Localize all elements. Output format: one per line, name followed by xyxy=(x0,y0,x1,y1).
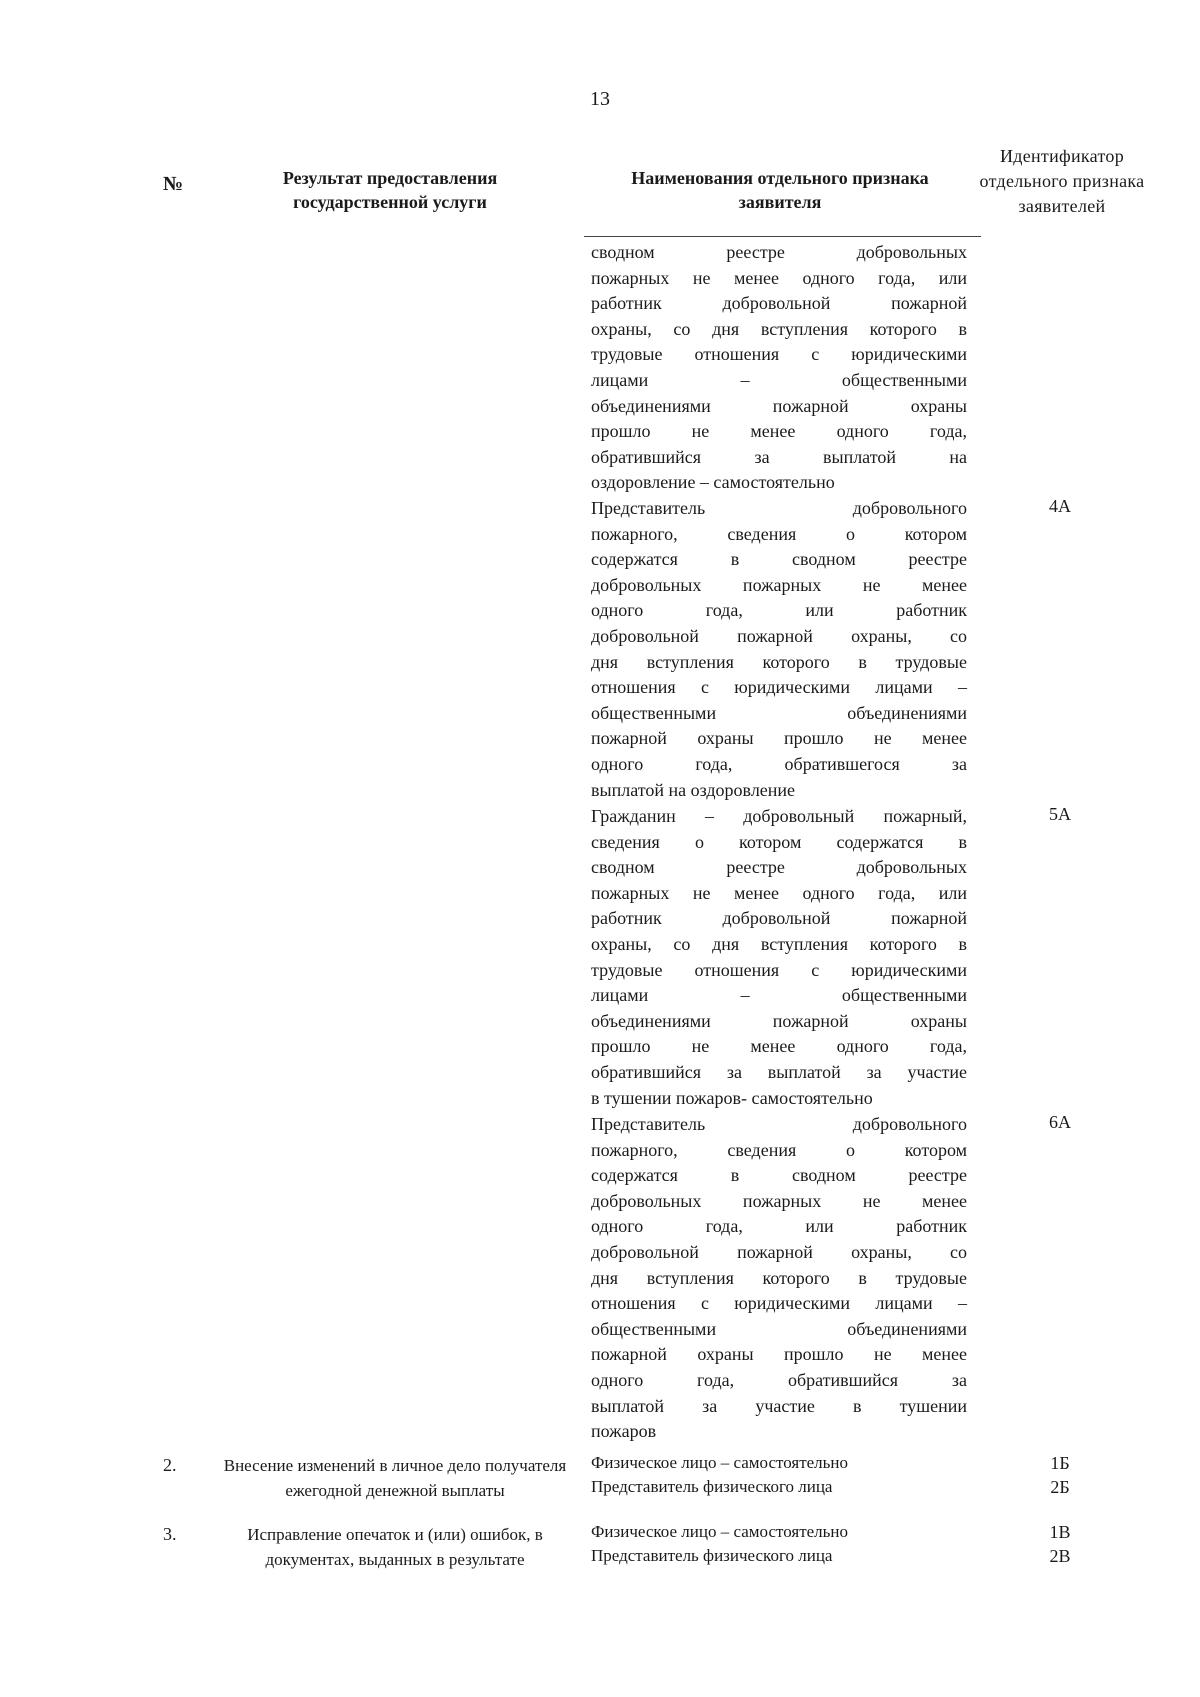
text-line: Гражданин – добровольный пожарный, xyxy=(591,806,967,826)
text-line: отношения с юридическими лицами – xyxy=(591,1293,967,1314)
text-line: пожаров xyxy=(591,1421,657,1442)
text-line: пожарной охраны прошло не менее xyxy=(591,728,967,749)
header-number: № xyxy=(163,173,184,195)
text-line: пожарных не менее одного года, или xyxy=(591,267,967,288)
text-line: одного года, обратившийся за xyxy=(591,1369,967,1390)
text-line: отношения с юридическими лицами – xyxy=(591,677,967,698)
text-line: пожарной охраны прошло не менее xyxy=(591,1344,967,1365)
identifier-code: 4А xyxy=(1049,496,1071,516)
identifier-code: 5А xyxy=(1049,804,1071,824)
text-line: одного года, или работник xyxy=(591,600,967,621)
feature-text-6a xyxy=(591,1112,967,1445)
text-line: общественными объединениями xyxy=(591,702,967,723)
text-line: прошло не менее одного года, xyxy=(591,1036,967,1057)
text-line: пожарных не менее одного года, или xyxy=(591,882,967,903)
text-line: прошло не менее одного года, xyxy=(591,421,967,442)
text-line: добровольных пожарных не менее xyxy=(591,1190,967,1211)
text-line: содержатся в сводном реестре xyxy=(591,1165,967,1186)
text-line: одного года, обратившегося за xyxy=(591,753,967,774)
row-feature: Представитель физического лица xyxy=(591,1477,833,1496)
text-line: оздоровление – самостоятельно xyxy=(591,472,835,493)
text-line: в тушении пожаров- самостоятельно xyxy=(591,1087,873,1108)
feature-text-5a xyxy=(591,804,967,1111)
header-feature: Наименования отдельного признака заявителя xyxy=(631,168,929,212)
header-divider xyxy=(584,236,981,237)
row-number: 3. xyxy=(163,1524,177,1544)
text-line: добровольной пожарной охраны, со xyxy=(591,1241,967,1262)
identifier-code: 2В xyxy=(1049,1546,1071,1566)
text-line: сводном реестре добровольных xyxy=(591,242,967,262)
text-line: выплатой на оздоровление xyxy=(591,779,796,800)
text-line: лицами – общественными xyxy=(591,985,967,1006)
text-line: обратившийся за выплатой за участие xyxy=(591,1061,967,1082)
row-feature: Представитель физического лица xyxy=(591,1546,833,1565)
text-line: добровольной пожарной охраны, со xyxy=(591,625,967,646)
feature-text-4a xyxy=(591,496,967,803)
identifier-code: 2Б xyxy=(1050,1477,1070,1497)
text-line: работник добровольной пожарной xyxy=(591,908,967,929)
text-line: выплатой за участие в тушении xyxy=(591,1395,967,1416)
row-result: Внесение изменений в личное дело получателя ежегодной денежной выплаты xyxy=(223,1456,567,1500)
text-line: обратившийся за выплатой на xyxy=(591,446,967,467)
text-line: дня вступления которого в трудовые xyxy=(591,1267,967,1288)
text-line: общественными объединениями xyxy=(591,1318,967,1339)
text-line: дня вступления которого в трудовые xyxy=(591,651,967,672)
text-line: добровольных пожарных не менее xyxy=(591,574,967,595)
continuation-text xyxy=(591,240,967,496)
text-line: Представитель добровольного xyxy=(591,1114,967,1134)
text-line: трудовые отношения с юридическими xyxy=(591,344,967,365)
text-line: работник добровольной пожарной xyxy=(591,293,967,314)
row-result: Исправление опечаток и (или) ошибок, в документах, выданных в результате xyxy=(247,1525,543,1569)
text-line: охраны, со дня вступления которого в xyxy=(591,318,967,339)
text-line: охраны, со дня вступления которого в xyxy=(591,933,967,954)
text-line: объединениями пожарной охраны xyxy=(591,395,967,416)
header-identifier: Идентификатор отдельного признака заявителей xyxy=(979,146,1145,216)
text-line: пожарного, сведения о котором xyxy=(591,523,967,544)
text-line: одного года, или работник xyxy=(591,1216,967,1237)
row-number: 2. xyxy=(163,1455,177,1475)
text-line: объединениями пожарной охраны xyxy=(591,1010,967,1031)
text-line: лицами – общественными xyxy=(591,369,967,390)
identifier-code: 1В xyxy=(1049,1522,1071,1542)
row-feature: Физическое лицо – самостоятельно xyxy=(591,1453,849,1472)
text-line: Представитель добровольного xyxy=(591,498,967,518)
text-line: сводном реестре добровольных xyxy=(591,857,967,878)
text-line: сведения о котором содержатся в xyxy=(591,831,967,852)
identifier-code: 6А xyxy=(1049,1112,1071,1132)
page-number: 13 xyxy=(590,88,610,110)
text-line: содержатся в сводном реестре xyxy=(591,549,967,570)
row-feature: Физическое лицо – самостоятельно xyxy=(591,1522,849,1541)
text-line: пожарного, сведения о котором xyxy=(591,1139,967,1160)
identifier-code: 1Б xyxy=(1050,1453,1070,1473)
header-result: Результат предоставления государственной услуги xyxy=(282,168,498,212)
text-line: трудовые отношения с юридическими xyxy=(591,959,967,980)
